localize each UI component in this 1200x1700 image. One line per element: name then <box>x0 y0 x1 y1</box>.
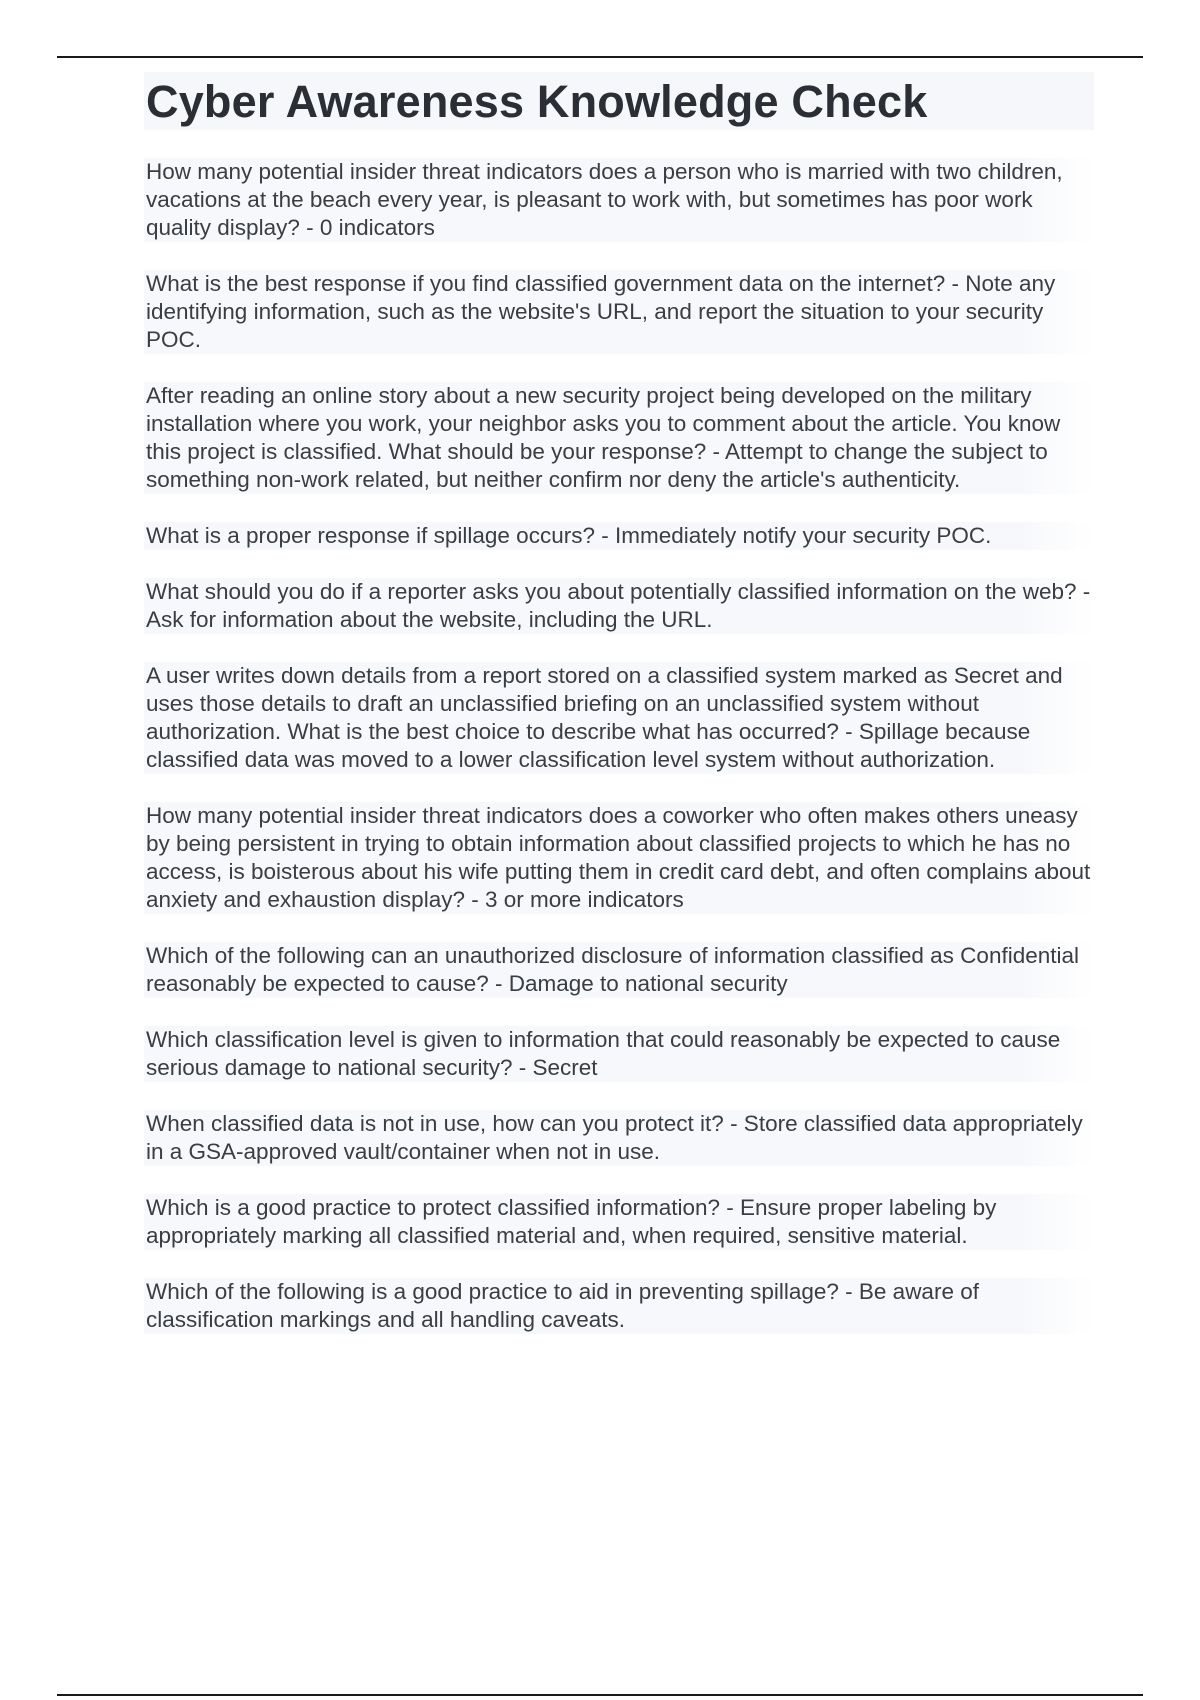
top-divider <box>57 56 1143 58</box>
question-answer-list <box>144 158 1094 1334</box>
qa-item: Which is a good practice to protect classified information? - Ensure proper labeling by appropriately marking all classified material and, when required, sensitive material. <box>144 1194 1094 1250</box>
qa-item: What is a proper response if spillage occurs? - Immediately notify your security POC. <box>144 522 1094 550</box>
document-body <box>144 72 1094 1362</box>
qa-item: Which classification level is given to information that could reasonably be expected to cause serious damage to national security? - Secret <box>144 1026 1094 1082</box>
bottom-divider <box>57 1694 1143 1696</box>
qa-item: How many potential insider threat indicators does a person who is married with two children, vacations at the beach every year, is pleasant to work with, but sometimes has poor work quality display? - 0 indicators <box>144 158 1094 242</box>
qa-item: After reading an online story about a new security project being developed on the military installation where you work, your neighbor asks you to comment about the article. You know this project is classified. What should be your response? - Attempt to change the subject to something non-work related, but neither confirm nor deny the article's authenticity. <box>144 382 1094 494</box>
qa-item: How many potential insider threat indicators does a coworker who often makes others uneasy by being persistent in trying to obtain information about classified projects to which he has no access, is boisterous about his wife putting them in credit card debt, and often complains about anxiety and exhaustion display? - 3 or more indicators <box>144 802 1094 914</box>
qa-item: A user writes down details from a report stored on a classified system marked as Secret and uses those details to draft an unclassified briefing on an unclassified system without authorization. What is the best choice to describe what has occurred? - Spillage because classified data was moved to a lower classification level system without authorization. <box>144 662 1094 774</box>
qa-item: Which of the following can an unauthorized disclosure of information classified as Confidential reasonably be expected to cause? - Damage to national security <box>144 942 1094 998</box>
qa-item: Which of the following is a good practice to aid in preventing spillage? - Be aware of classification markings and all handling caveats. <box>144 1278 1094 1334</box>
page-title: Cyber Awareness Knowledge Check <box>144 72 1094 130</box>
qa-item: What is the best response if you find classified government data on the internet? - Note any identifying information, such as the website's URL, and report the situation to your security POC. <box>144 270 1094 354</box>
qa-item: What should you do if a reporter asks you about potentially classified information on the web? - Ask for information about the website, including the URL. <box>144 578 1094 634</box>
qa-item: When classified data is not in use, how can you protect it? - Store classified data appropriately in a GSA-approved vault/container when not in use. <box>144 1110 1094 1166</box>
